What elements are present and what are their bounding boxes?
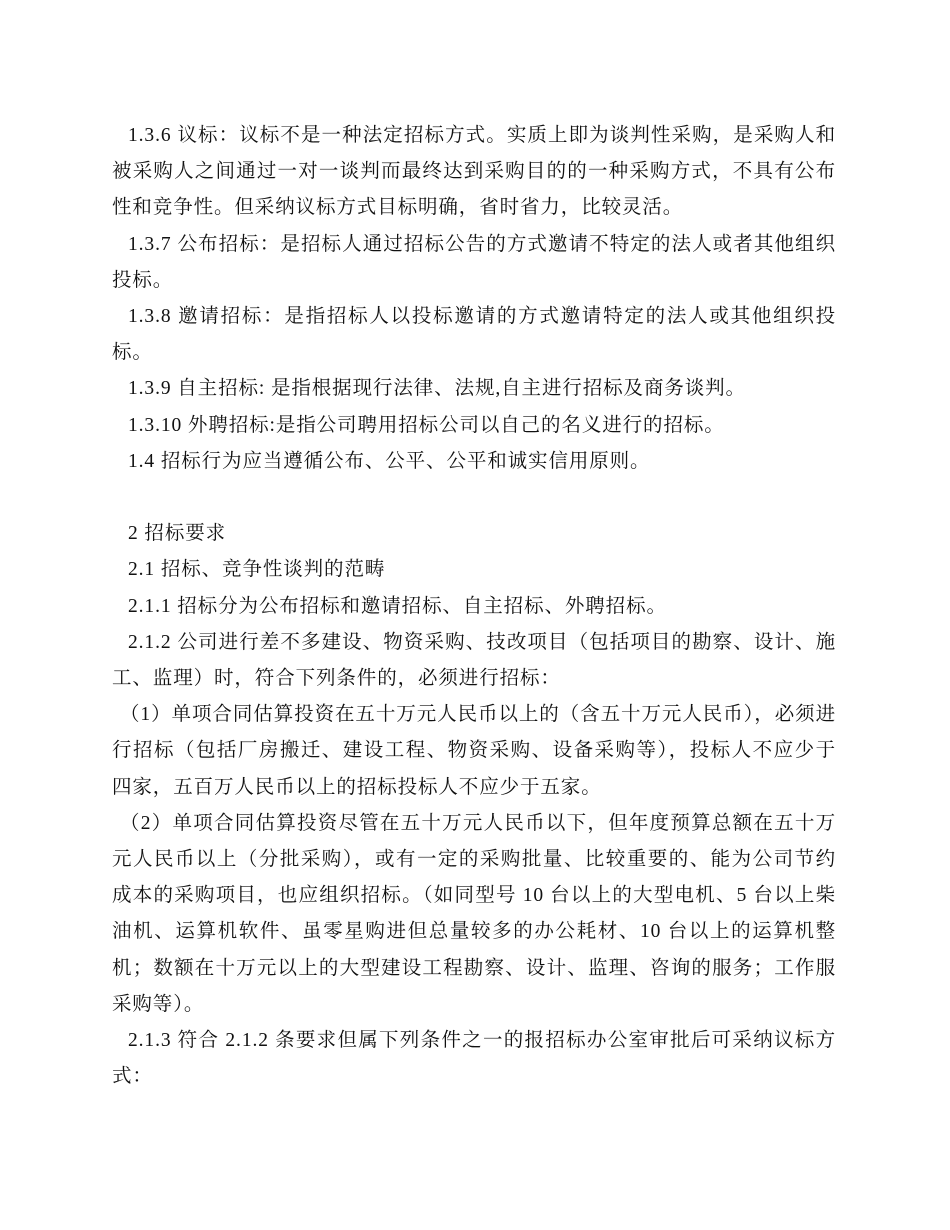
condition-item-2: （2）单项合同估算投资尽管在五十万元人民币以下，但年度预算总额在五十万元人民币以上（分批采购），或有一定的采购批量、比较重要的、能为公司节约成本的采购项目，也应组织招标。（如同型号 10 台以上的大型电机、5 台以上柴油机、运算机软件、虽零星购进但总量较多的办公耗材、10 台以上的运算机整机；数额在十万元以上的大型建设工程勘察、设计、监理、咨询的服务；工作服采购等）。 (112, 812, 836, 1015)
clause-1-3-10: 1.3.10 外聘招标:是指公司聘用招标公司以自己的名义进行的招标。 (128, 414, 725, 436)
clause-1-4: 1.4 招标行为应当遵循公布、公平、公平和诚实信用原则。 (128, 450, 651, 472)
clause-2-1-1: 2.1.1 招标分为公布招标和邀请招标、自主招标、外聘招标。 (128, 595, 667, 617)
clause-1-3-8: 1.3.8 邀请招标：是指招标人以投标邀请的方式邀请特定的法人或其他组织投标。 (112, 306, 836, 364)
clause-2-1: 2.1 招标、竞争性谈判的范畴 (128, 559, 386, 581)
document-body (112, 118, 836, 1095)
clause-2-1-2: 2.1.2 公司进行差不多建设、物资采购、技改项目（包括项目的勘察、设计、施工、监理）时，符合下列条件的，必须进行招标： (112, 631, 836, 690)
clause-1-3-9: 1.3.9 自主招标: 是指根据现行法律、法规,自主进行招标及商务谈判。 (128, 378, 746, 400)
clause-2-1-3: 2.1.3 符合 2.1.2 条要求但属下列条件之一的报招标办公室审批后可采纳议标方式： (112, 1030, 836, 1088)
clause-1-3-7: 1.3.7 公布招标：是招标人通过招标公告的方式邀请不特定的法人或者其他组织投标。 (112, 233, 836, 291)
blank-line (112, 480, 836, 516)
condition-item-1: （1）单项合同估算投资在五十万元人民币以上的（含五十万元人民币），必须进行招标（包括厂房搬迁、建设工程、物资采购、设备采购等），投标人不应少于四家，五百万人民币以上的招标投标人不应少于五家。 (112, 704, 836, 798)
section-heading-2: 2 招标要求 (128, 523, 227, 545)
clause-1-3-6: 1.3.6 议标：议标不是一种法定招标方式。实质上即为谈判性采购，是采购人和被采购人之间通过一对一谈判而最终达到采购目的的一种采购方式，不具有公布性和竞争性。但采纳议标方式目标明确，省时省力，比较灵活。 (112, 125, 836, 219)
